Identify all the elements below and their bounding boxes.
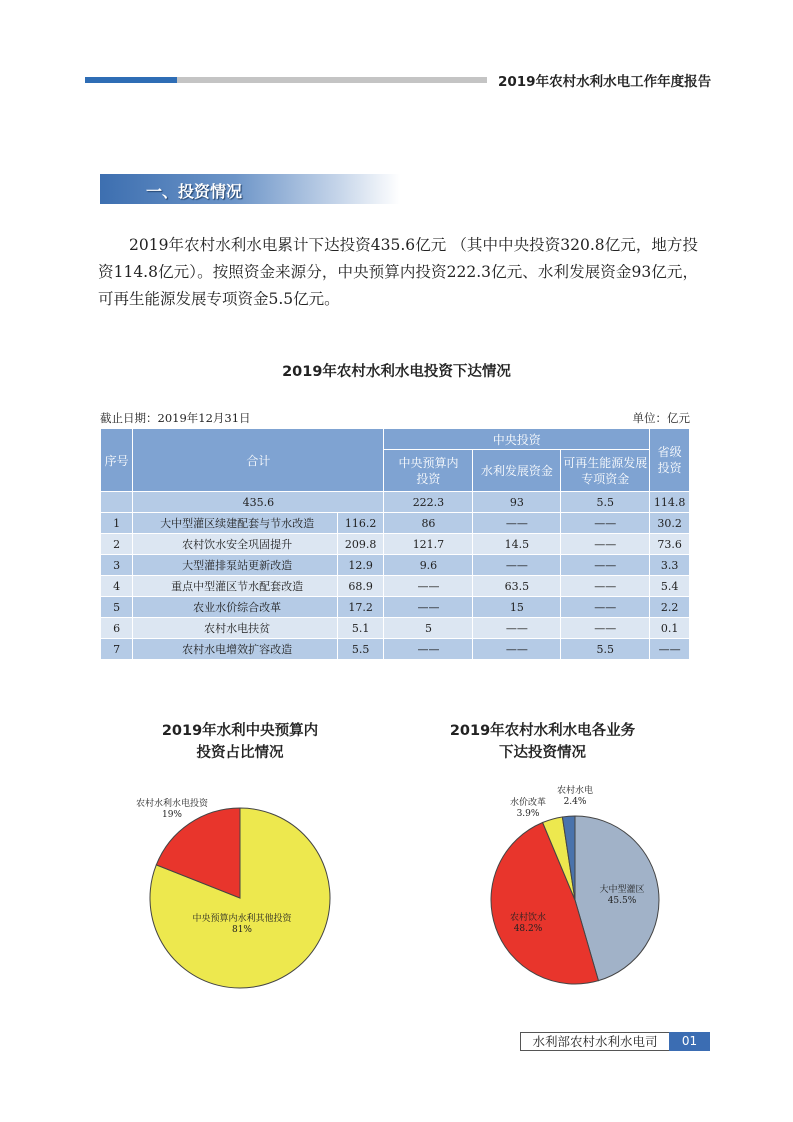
header-budget-text: 中央预算内投资 (398, 455, 459, 486)
row-total: 116.2 (337, 513, 384, 534)
row-fund: —— (473, 555, 561, 576)
row-budget: —— (384, 639, 473, 660)
table-row (101, 576, 690, 597)
totals-budget: 222.3 (384, 492, 473, 513)
header-provincial-text: 省级投资 (657, 445, 682, 475)
cutoff-date: 截止日期：2019年12月31日 (100, 411, 251, 425)
pie-slice-label: 大中型灌区 (599, 885, 645, 895)
pie2-title-line1: 2019年农村水利水电各业务 (449, 723, 636, 739)
row-budget: —— (384, 576, 473, 597)
pie-slice-label: 农村饮水 (509, 913, 547, 923)
pie-slice-value: 2.4% (563, 797, 587, 807)
row-prov: —— (650, 639, 690, 660)
row-total: 17.2 (337, 597, 384, 618)
footer-org: 水利部农村水利水电司 (520, 1032, 669, 1051)
header-renew (561, 450, 650, 492)
pie-slice-label: 农村水利水电投资 (135, 799, 209, 809)
row-renew: —— (561, 597, 650, 618)
row-renew: —— (561, 576, 650, 597)
pie-slice-label: 农村水电 (556, 786, 594, 796)
pie-slice-value: 48.2% (513, 924, 543, 934)
row-seq: 4 (101, 576, 133, 597)
row-name: 农村水电增效扩容改造 (133, 639, 338, 660)
row-fund: 15 (473, 597, 561, 618)
row-budget: 121.7 (384, 534, 473, 555)
pie-slice-value: 3.9% (516, 809, 540, 819)
pie-slice-label: 水价改革 (509, 798, 547, 808)
table-row (101, 618, 690, 639)
pie-slice-value: 45.5% (607, 896, 637, 906)
page-number: 01 (669, 1032, 710, 1051)
table-row (101, 597, 690, 618)
row-budget: —— (384, 597, 473, 618)
row-total: 68.9 (337, 576, 384, 597)
row-prov: 0.1 (650, 618, 690, 639)
row-name: 农业水价综合改革 (133, 597, 338, 618)
pie-slice-label: 中央预算内水利其他投资 (192, 914, 292, 924)
row-total: 5.1 (337, 618, 384, 639)
header-seq: 序号 (101, 429, 133, 492)
row-fund: 63.5 (473, 576, 561, 597)
unit-label: 单位：亿元 (632, 411, 690, 425)
row-renew: —— (561, 555, 650, 576)
pie1-title-line1: 2019年水利中央预算内 (161, 723, 319, 739)
pie-slice-value: 81% (231, 925, 253, 935)
investment-table (100, 428, 690, 660)
row-fund: —— (473, 513, 561, 534)
row-prov: 5.4 (650, 576, 690, 597)
row-seq: 7 (101, 639, 133, 660)
row-name: 重点中型灌区节水配套改造 (133, 576, 338, 597)
row-name: 大中型灌区续建配套与节水改造 (133, 513, 338, 534)
pie2-title-line2: 下达投资情况 (499, 745, 586, 761)
row-total: 5.5 (337, 639, 384, 660)
row-total: 12.9 (337, 555, 384, 576)
header-central: 中央投资 (384, 429, 650, 450)
pie-slice-value: 19% (161, 810, 183, 820)
header-divider-bar (177, 77, 487, 83)
header-provincial (650, 429, 690, 492)
row-renew: —— (561, 534, 650, 555)
row-seq: 5 (101, 597, 133, 618)
totals-spacer (101, 492, 133, 513)
section-banner (100, 174, 400, 204)
row-prov: 3.3 (650, 555, 690, 576)
header-budget (384, 450, 473, 492)
header-accent-bar (85, 77, 177, 83)
row-renew: 5.5 (561, 639, 650, 660)
row-budget: 9.6 (384, 555, 473, 576)
report-title: 2019年农村水利水电工作年度报告 (498, 74, 712, 90)
row-seq: 1 (101, 513, 133, 534)
row-prov: 73.6 (650, 534, 690, 555)
row-prov: 2.2 (650, 597, 690, 618)
totals-fund: 93 (473, 492, 561, 513)
row-renew: —— (561, 513, 650, 534)
pie-chart-budget-share (110, 790, 360, 1010)
table-row (101, 555, 690, 576)
table-row (101, 639, 690, 660)
section-title: 一、投资情况 (146, 182, 243, 201)
totals-row (101, 492, 690, 513)
totals-total: 435.6 (133, 492, 384, 513)
pie-chart-business-investment (480, 780, 680, 1000)
pie1-title (130, 720, 350, 764)
row-prov: 30.2 (650, 513, 690, 534)
row-seq: 3 (101, 555, 133, 576)
pie2-title (425, 720, 660, 764)
row-budget: 86 (384, 513, 473, 534)
row-seq: 2 (101, 534, 133, 555)
header-total: 合计 (133, 429, 384, 492)
table-row (101, 513, 690, 534)
row-renew: —— (561, 618, 650, 639)
intro-paragraph: 2019年农村水利水电累计下达投资435.6亿元 （其中中央投资320.8亿元，地方投资114.8亿元）。按照资金来源分，中央预算内投资222.3亿元、水利发展资金93亿元，可再生能源发展专项资金5.5亿元。 (98, 236, 698, 308)
row-name: 农村饮水安全巩固提升 (133, 534, 338, 555)
row-fund: 14.5 (473, 534, 561, 555)
row-seq: 6 (101, 618, 133, 639)
row-fund: —— (473, 639, 561, 660)
row-name: 农村水电扶贫 (133, 618, 338, 639)
table-row (101, 534, 690, 555)
row-total: 209.8 (337, 534, 384, 555)
totals-renew: 5.5 (561, 492, 650, 513)
header-fund: 水利发展资金 (473, 450, 561, 492)
row-budget: 5 (384, 618, 473, 639)
totals-prov: 114.8 (650, 492, 690, 513)
pie1-title-line2: 投资占比情况 (196, 745, 284, 761)
row-name: 大型灌排泵站更新改造 (133, 555, 338, 576)
header-renew-text: 可再生能源发展专项资金 (563, 455, 648, 486)
row-fund: —— (473, 618, 561, 639)
table-title: 2019年农村水利水电投资下达情况 (282, 364, 511, 380)
